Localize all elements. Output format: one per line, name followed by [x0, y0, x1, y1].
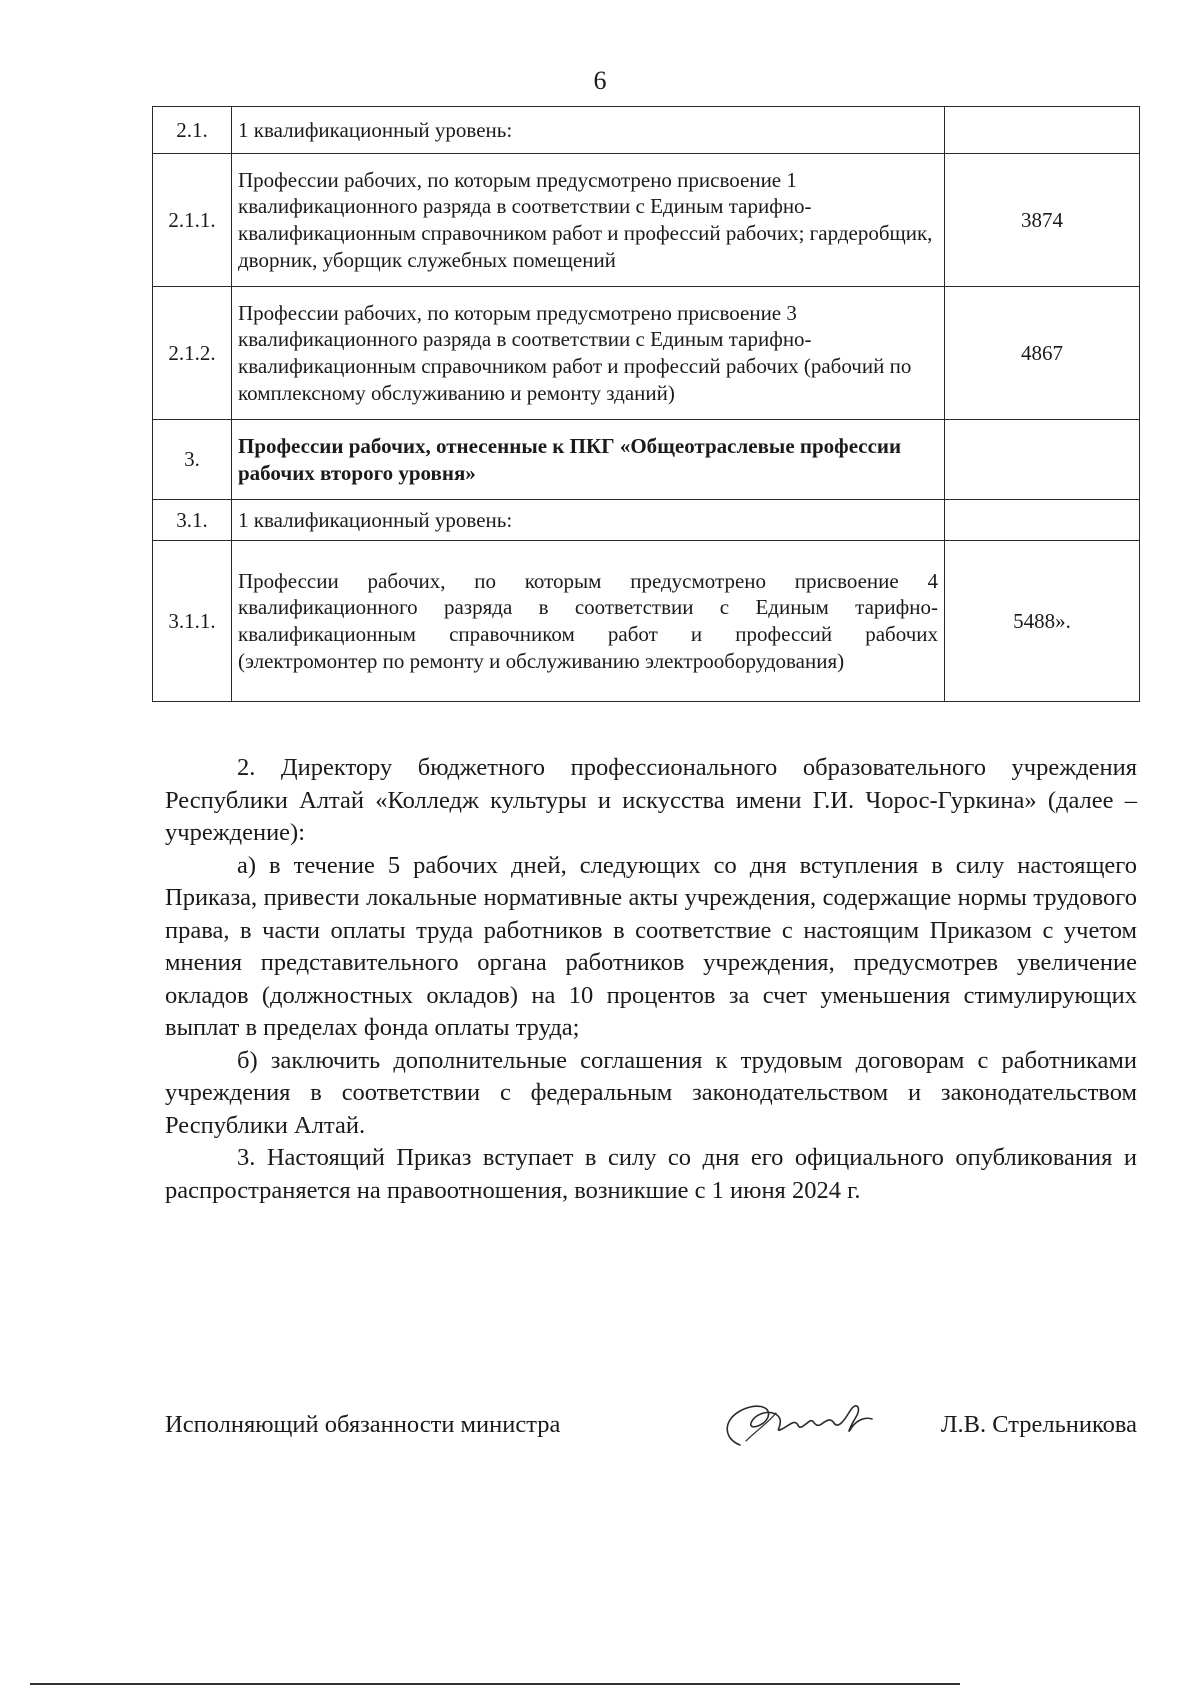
paragraph-item-2: 2. Директору бюджетного профессионального образовательного учреждения Республики Алтай «Колледж культуры и искусства имени Г.И. Чорос-Гуркина» (далее – учреждение): [165, 754, 1137, 846]
page-bottom-rule [30, 1683, 960, 1685]
row-description: 1 квалификационный уровень: [232, 500, 945, 541]
row-salary [945, 500, 1140, 541]
paragraph-item-2a: а) в течение 5 рабочих дней, следующих со дня вступления в силу настоящего Приказа, привести локальные нормативные акты учреждения, содержащие нормы трудового права, в части оплаты труда работников в соответствие с настоящим Приказом с учетом мнения представительного органа работников учреждения, предусмотрев увеличение окладов (должностных окладов) на 10 процентов за счет уменьшения стимулирующих выплат в пределах фонда оплаты труда; [165, 851, 1137, 1041]
signatory-name: Л.В. Стрельникова [940, 1411, 1137, 1438]
paragraph-item-3: 3. Настоящий Приказ вступает в силу со дня его официального опубликования и распространяется на правоотношения, возникшие с 1 июня 2024 г. [165, 1144, 1137, 1204]
table-row [153, 287, 1140, 420]
row-number: 2.1. [153, 107, 232, 154]
table-row [153, 541, 1140, 702]
row-number: 3. [153, 420, 232, 500]
table-row [153, 154, 1140, 287]
row-description: Профессии рабочих, по которым предусмотрено присвоение 1 квалификационного разряда в соответствии с Единым тарифно-квалификационным справочником работ и профессий рабочих; гардеробщик, дворник, уборщик служебных помещений [232, 154, 945, 287]
row-description: Профессии рабочих, по которым предусмотрено присвоение 4 квалификационного разряда в соответствии с Единым тарифно-квалификационным справочником работ и профессий рабочих (электромонтер по ремонту и обслуживанию электрооборудования) [232, 541, 945, 702]
row-salary: 5488». [945, 541, 1140, 702]
table-row [153, 107, 1140, 154]
row-number: 2.1.1. [153, 154, 232, 287]
row-salary [945, 420, 1140, 500]
order-body-text [165, 752, 1137, 1207]
page-number: 6 [593, 66, 607, 95]
row-description: Профессии рабочих, по которым предусмотрено присвоение 3 квалификационного разряда в соответствии с Единым тарифно-квалификационным справочником работ и профессий рабочих (рабочий по комплексному обслуживанию и ремонту зданий) [232, 287, 945, 420]
salary-table [152, 106, 1140, 702]
table-row [153, 500, 1140, 541]
row-salary: 3874 [945, 154, 1140, 287]
row-number: 3.1.1. [153, 541, 232, 702]
row-number: 3.1. [153, 500, 232, 541]
row-salary: 4867 [945, 287, 1140, 420]
signature-block [165, 1393, 1137, 1453]
handwritten-signature [710, 1393, 880, 1453]
signatory-position: Исполняющий обязанности министра [165, 1411, 561, 1438]
row-description: 1 квалификационный уровень: [232, 107, 945, 154]
table-row [153, 420, 1140, 500]
row-number: 2.1.2. [153, 287, 232, 420]
row-salary [945, 107, 1140, 154]
paragraph-item-2b: б) заключить дополнительные соглашения к трудовым договорам с работниками учреждения в соответствии с федеральным законодательством и законодательством Республики Алтай. [165, 1046, 1137, 1139]
row-description: Профессии рабочих, отнесенные к ПКГ «Общеотраслевые профессии рабочих второго уровня» [232, 420, 945, 500]
